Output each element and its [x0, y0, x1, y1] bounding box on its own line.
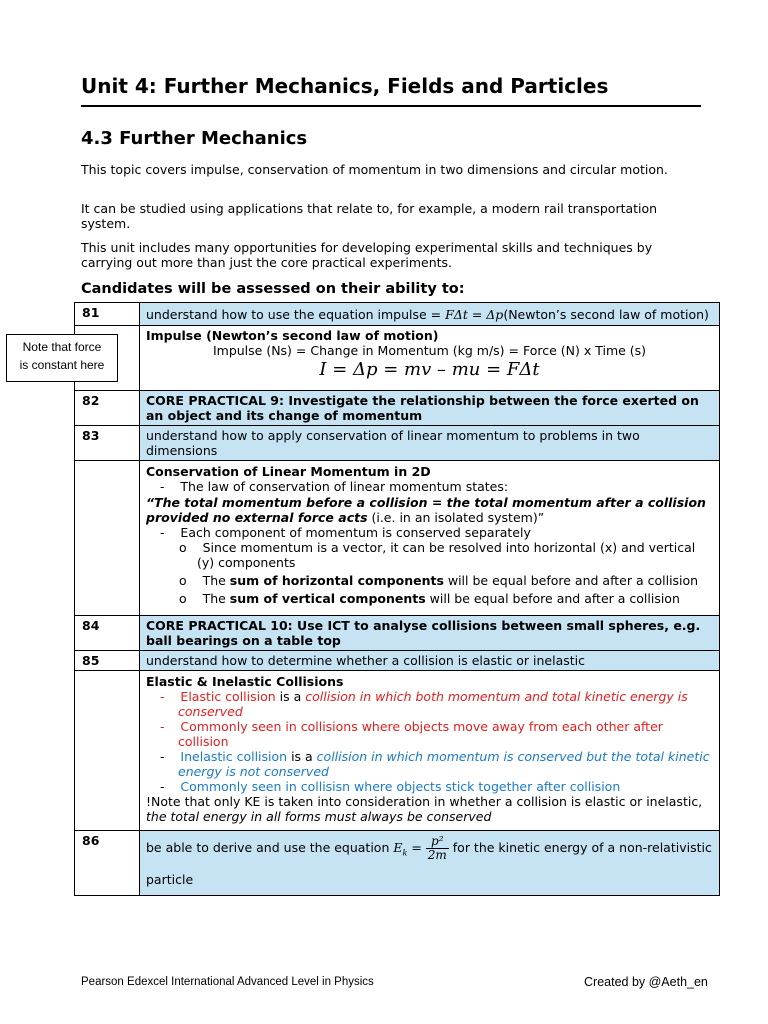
inelastic-definition: collision in which momentum is conserved but the total kinetic energy is not conserved [178, 749, 710, 779]
spec-statement: understand how to determine whether a collision is elastic or inelastic [146, 653, 585, 668]
inelastic-term: Inelastic collision [180, 749, 288, 764]
notes-cell [140, 326, 720, 391]
footer-right: Created by @Aeth_en [584, 975, 708, 989]
specification-table [74, 302, 720, 896]
notes-cell: Conservation of Linear Momentum in 2D - The law of conservation of linear momentum states: “The total momentum before a collision = the total momentum after a collision provided no external force acts (i.e. in an isolated system)” - Each component of momentum is conserved separately o Since momentum is a vector, it can be resolved into horizontal (x) and vertical (y) components o The sum of horizontal components will be equal before and after a collision o The sum of vertical components will be equal before and after a collision [140, 461, 720, 616]
table-row [75, 651, 720, 671]
law-statement-suffix: (i.e. in an isolated system)” [367, 510, 545, 525]
side-note-line-1: Note that force [22, 340, 102, 354]
table-row [75, 461, 720, 616]
spec-number: 84 [75, 616, 140, 651]
impulse-equation: FΔt = Δp [445, 307, 504, 322]
side-note-box [6, 334, 118, 382]
title-divider [81, 105, 701, 107]
spec-text-suffix: for the kinetic energy of a non-relativistic particle [146, 840, 712, 887]
table-row [75, 391, 720, 426]
elastic-definition: collision in which both momentum and total kinetic energy is conserved [178, 689, 688, 719]
elastic-term: Elastic collision [180, 689, 276, 704]
energy-note: !Note that only KE is taken into consideration in whether a collision is elastic or inelastic, the total energy in all forms must always be conserved [146, 794, 703, 824]
spec-text: understand how to use the equation impulse = [146, 307, 446, 322]
unit-title: Unit 4: Further Mechanics, Fields and Particles [81, 74, 609, 98]
spec-number: 85 [75, 651, 140, 671]
spec-number: 81 [75, 303, 140, 326]
law-statement: “The total momentum before a collision = the total momentum after a collision provided no external force acts [146, 495, 706, 525]
intro-paragraph-2: It can be studied using applications that relate to, for example, a modern rail transportation system. [81, 201, 658, 231]
spec-number: 82 [75, 391, 140, 426]
notes-heading: Impulse (Newton’s second law of motion) [146, 328, 439, 343]
elastic-example: Commonly seen in collisions where objects move away from each other after collision [178, 719, 663, 749]
spec-text-suffix: (Newton’s second law of motion) [503, 307, 709, 322]
inelastic-example: Commonly seen in collisisn where objects stick together after collision [180, 779, 621, 794]
spec-statement [140, 303, 720, 326]
spec-statement: understand how to apply conservation of linear momentum to problems in two dimensions [146, 428, 640, 458]
spec-number: 86 [75, 831, 140, 896]
bullet-text: The law of conservation of linear momentum states: [180, 479, 509, 494]
notes-heading: Conservation of Linear Momentum in 2D [146, 464, 431, 479]
intro-paragraph-1: This topic covers impulse, conservation of momentum in two dimensions and circular motion. [81, 162, 668, 177]
intro-paragraph-3: This unit includes many opportunities for developing experimental skills and techniques by carrying out more than just the core practical experiments. [81, 240, 653, 270]
spec-number: 83 [75, 426, 140, 461]
core-practical-9: CORE PRACTICAL 9: Investigate the relationship between the force exerted on an object and its change of momentum [146, 393, 699, 423]
assessment-heading: Candidates will be assessed on their ability to: [81, 281, 465, 297]
table-row [75, 616, 720, 651]
notes-cell: Elastic & Inelastic Collisions - Elastic collision is a collision in which both momentum and total kinetic energy is conserved - Commonly seen in collisions where objects move away from each other after collision - Inelastic collision is a collision in which momentum is conserved but the total kinetic energy is not conserved - Commonly seen in collisisn where objects stick together after collision !Note that only KE is taken into consideration in whether a collision is elastic or inelastic, the total energy in all forms must always be conserved [140, 671, 720, 831]
kinetic-energy-fraction: $\frac{\text{p²}}{2m}$ [427, 834, 447, 862]
sub-bullet-text: Since momentum is a vector, it can be resolved into horizontal (x) and vertical (y) components [197, 540, 696, 570]
core-practical-10: CORE PRACTICAL 10: Use ICT to analyse collisions between small spheres, e.g. ball bearings on a table top [146, 618, 701, 648]
side-note-line-2: is constant here [19, 358, 105, 372]
notes-line: Impulse (Ns) = Change in Momentum (kg m/s) = Force (N) x Time (s) [212, 343, 647, 358]
table-row [75, 303, 720, 326]
impulse-formula: I = Δp = mv – mu = FΔt [319, 359, 540, 380]
section-title: 4.3 Further Mechanics [81, 128, 308, 149]
table-row: 86 be able to derive and use the equation $E_k$ = $\frac{\text{p²}}{2m}$ for the kinetic energy of a non-relativistic particle [75, 831, 720, 896]
table-row [75, 426, 720, 461]
table-row [75, 671, 720, 831]
bullet-text: Each component of momentum is conserved separately [180, 525, 531, 540]
footer-left: Pearson Edexcel International Advanced Level in Physics [81, 976, 374, 988]
notes-heading: Elastic & Inelastic Collisions [146, 674, 344, 689]
kinetic-energy-symbol: $E_k$ [393, 840, 408, 858]
table-row [75, 326, 720, 391]
